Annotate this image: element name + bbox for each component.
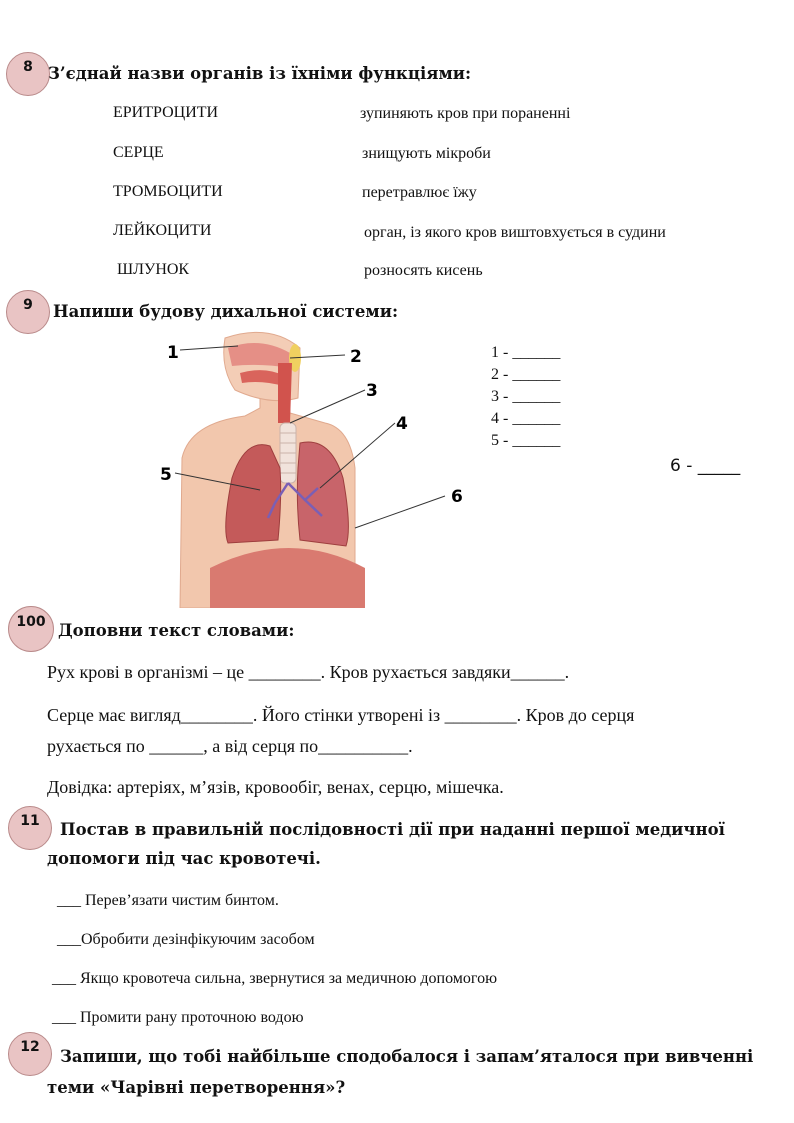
diagram-label: 1 — [167, 343, 179, 363]
task-number-badge: 8 — [6, 52, 50, 96]
answer-line: 1 - ______ — [491, 344, 561, 361]
organ-item: ЕРИТРОЦИТИ — [113, 104, 219, 121]
diagram-label: 2 — [350, 347, 362, 367]
sequence-step: ___Обробити дезінфікуючим засобом — [57, 931, 315, 948]
organ-item: ШЛУНОК — [117, 261, 190, 278]
task12-title: теми «Чарівні перетворення»? — [47, 1078, 346, 1097]
task9-title: Напиши будову дихальної системи: — [53, 302, 399, 321]
fill-in-text-line: Рух крові в організмі – це ________. Кров рухається завдяки______. — [47, 662, 570, 682]
function-item: знищують мікроби — [362, 145, 491, 162]
function-item: орган, із якого кров виштовхується в судини — [364, 224, 666, 241]
task-number-badge: 11 — [8, 806, 52, 850]
task11-title: допомоги під час кровотечі. — [47, 849, 321, 868]
task-number-badge: 100 — [8, 606, 54, 652]
function-item: зупиняють кров при пораненні — [360, 105, 571, 122]
task10-title: Доповни текст словами: — [58, 621, 295, 640]
diagram-label: 5 — [160, 465, 172, 485]
answer-line: 6 - _____ — [670, 456, 741, 476]
diagram-label: 4 — [396, 414, 408, 434]
sequence-step: ___ Промити рану проточною водою — [52, 1009, 304, 1026]
answer-line: 3 - ______ — [491, 388, 561, 405]
answer-line: 2 - ______ — [491, 366, 561, 383]
task-number-badge: 9 — [6, 290, 50, 334]
diagram-label: 6 — [451, 487, 463, 507]
function-item: перетравлює їжу — [362, 184, 477, 201]
organ-item: ЛЕЙКОЦИТИ — [113, 222, 212, 239]
task12-title: Запиши, що тобі найбільше сподобалося і запам’яталося при вивченні — [60, 1047, 754, 1066]
fill-in-text-line: Серце має вигляд________. Його стінки утворені із ________. Кров до серця — [47, 705, 635, 725]
sequence-step: ___ Якщо кровотеча сильна, звернутися за медичною допомогою — [52, 970, 498, 987]
task-number-badge: 12 — [8, 1032, 52, 1076]
task8-title: З’єднай назви органів із їхніми функціями: — [48, 64, 472, 83]
respiratory-system-illustration — [150, 328, 480, 608]
organ-item: СЕРЦЕ — [113, 144, 164, 161]
function-item: розносять кисень — [364, 262, 483, 279]
fill-in-text-line: рухається по ______, а від серця по__________. — [47, 736, 413, 756]
diagram-label: 3 — [366, 381, 378, 401]
task11-title: Постав в правильній послідовності дії при наданні першої медичної — [60, 820, 725, 839]
answer-line: 4 - ______ — [491, 410, 561, 427]
larynx-shape — [278, 363, 292, 423]
answer-line: 5 - ______ — [491, 432, 561, 449]
hint-text: Довідка: артеріях, м’язів, кровообіг, венах, серцю, мішечка. — [47, 777, 504, 797]
organ-item: ТРОМБОЦИТИ — [113, 183, 223, 200]
sequence-step: ___ Перев’язати чистим бинтом. — [57, 892, 279, 909]
